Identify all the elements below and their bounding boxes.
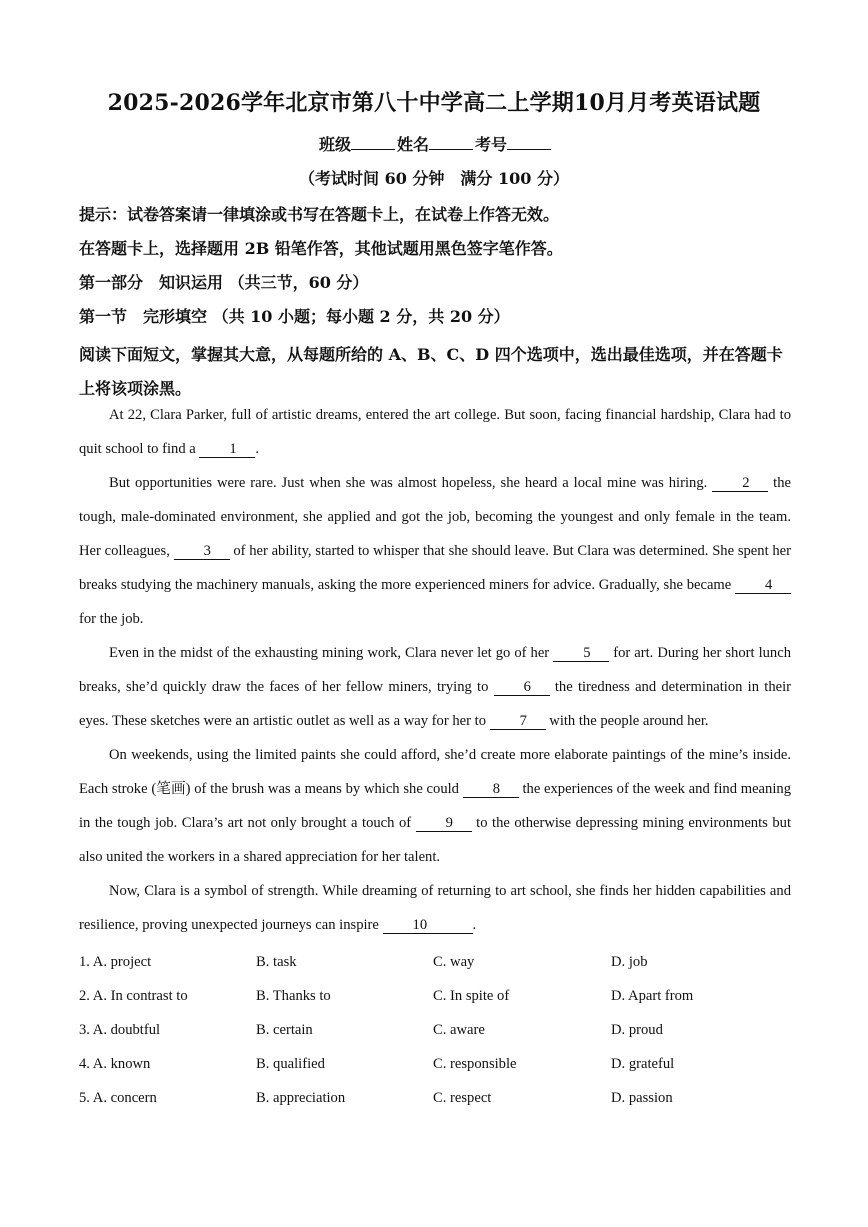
- id-label: 考号: [475, 135, 508, 154]
- class-label: 班级: [318, 135, 351, 154]
- option-5d: D. passion: [611, 1090, 673, 1106]
- id-blank: [507, 135, 551, 150]
- option-2a: 2. A. In contrast to: [79, 988, 188, 1004]
- answer-options: [79, 954, 799, 1124]
- option-5c: C. respect: [433, 1090, 492, 1106]
- exam-time: （考试时间 60 分钟 满分 100 分）: [299, 169, 569, 188]
- passage-paragraph-2: But opportunities were rare. Just when she was almost hopeless, she heard a local mine was hiring. 2 the tough, male-dominated environment, she applied and got the job, becoming the youngest and only female in the team. Her colleagues, 3 of her ability, started to whisper that she should leave. But Clara was determined. She spent her breaks studying the machinery manuals, asking the more experienced miners for advice. Gradually, she became 4 for the job.: [79, 475, 791, 627]
- part-one-heading: 第一部分 知识运用 （共三节，60 分）: [79, 273, 369, 292]
- blank-2: 2: [712, 475, 768, 492]
- option-3c: C. aware: [433, 1022, 485, 1038]
- section-one-heading: 第一节 完形填空 （共 10 小题；每小题 2 分，共 20 分）: [79, 307, 510, 326]
- passage-paragraph-5: Now, Clara is a symbol of strength. While dreaming of returning to art school, she finds her hidden capabilities and resilience, proving unexpected journeys can inspire 10 .: [79, 883, 791, 933]
- blank-4: 4: [735, 577, 791, 594]
- name-label: 姓名: [396, 135, 429, 154]
- blank-3: 3: [174, 543, 230, 560]
- blank-9: 9: [416, 815, 472, 832]
- blank-1: 1: [199, 441, 255, 458]
- option-3b: B. certain: [256, 1022, 313, 1038]
- options-row-2: [79, 988, 799, 1022]
- name-blank: [429, 135, 473, 150]
- blank-6: 6: [494, 679, 550, 696]
- option-1d: D. job: [611, 954, 648, 970]
- option-4d: D. grateful: [611, 1056, 675, 1072]
- option-4b: B. qualified: [256, 1056, 325, 1072]
- blank-8: 8: [463, 781, 519, 798]
- option-1a: 1. A. project: [79, 954, 152, 970]
- blank-10: 10: [383, 917, 473, 934]
- exam-title: 2025-2026学年北京市第八十中学高二上学期10月月考英语试题: [107, 90, 761, 116]
- option-2c: C. In spite of: [433, 988, 510, 1004]
- option-2d: D. Apart from: [611, 988, 694, 1004]
- option-1c: C. way: [433, 954, 475, 970]
- options-row-5: [79, 1090, 799, 1124]
- cloze-instructions: 阅读下面短文，掌握其大意，从每题所给的 A、B、C、D 四个选项中，选出最佳选项，并在答题卡上将该项涂黑。: [79, 345, 783, 398]
- tip-line-1: 提示：试卷答案请一律填涂或书写在答题卡上，在试卷上作答无效。: [79, 205, 560, 224]
- option-3d: D. proud: [611, 1022, 663, 1038]
- cloze-passage: [79, 398, 791, 942]
- option-1b: B. task: [256, 954, 297, 970]
- student-info-line: [0, 132, 868, 155]
- tip-line-2: 在答题卡上，选择题用 2B 铅笔作答，其他试题用黑色签字笔作答。: [79, 239, 563, 258]
- options-row-1: [79, 954, 799, 988]
- option-5b: B. appreciation: [256, 1090, 346, 1106]
- passage-paragraph-1: At 22, Clara Parker, full of artistic dreams, entered the art college. But soon, facing financial hardship, Clara had to quit school to find a 1 .: [79, 407, 791, 457]
- option-4c: C. responsible: [433, 1056, 517, 1072]
- option-2b: B. Thanks to: [256, 988, 331, 1004]
- passage-paragraph-4: On weekends, using the limited paints she could afford, she’d create more elaborate paintings of the mine’s inside. Each stroke (笔画) of the brush was a means by which she could 8 the experiences of the week and find meaning in the tough job. Clara’s art not only brought a touch of 9 to the otherwise depressing mining environments but also united the workers in a shared appreciation for her talent.: [79, 747, 791, 865]
- passage-paragraph-3: Even in the midst of the exhausting mining work, Clara never let go of her 5 for art. During her short lunch breaks, she’d quickly draw the faces of her fellow miners, trying to 6 the tiredness and determination in their eyes. These sketches were an artistic outlet as well as a way for her to 7 with the people around her.: [79, 645, 792, 729]
- class-blank: [351, 135, 395, 150]
- options-row-3: [79, 1022, 799, 1056]
- options-row-4: [79, 1056, 799, 1090]
- option-3a: 3. A. doubtful: [79, 1022, 161, 1038]
- blank-7: 7: [490, 713, 546, 730]
- option-5a: 5. A. concern: [79, 1090, 157, 1106]
- blank-5: 5: [553, 645, 609, 662]
- option-4a: 4. A. known: [79, 1056, 151, 1072]
